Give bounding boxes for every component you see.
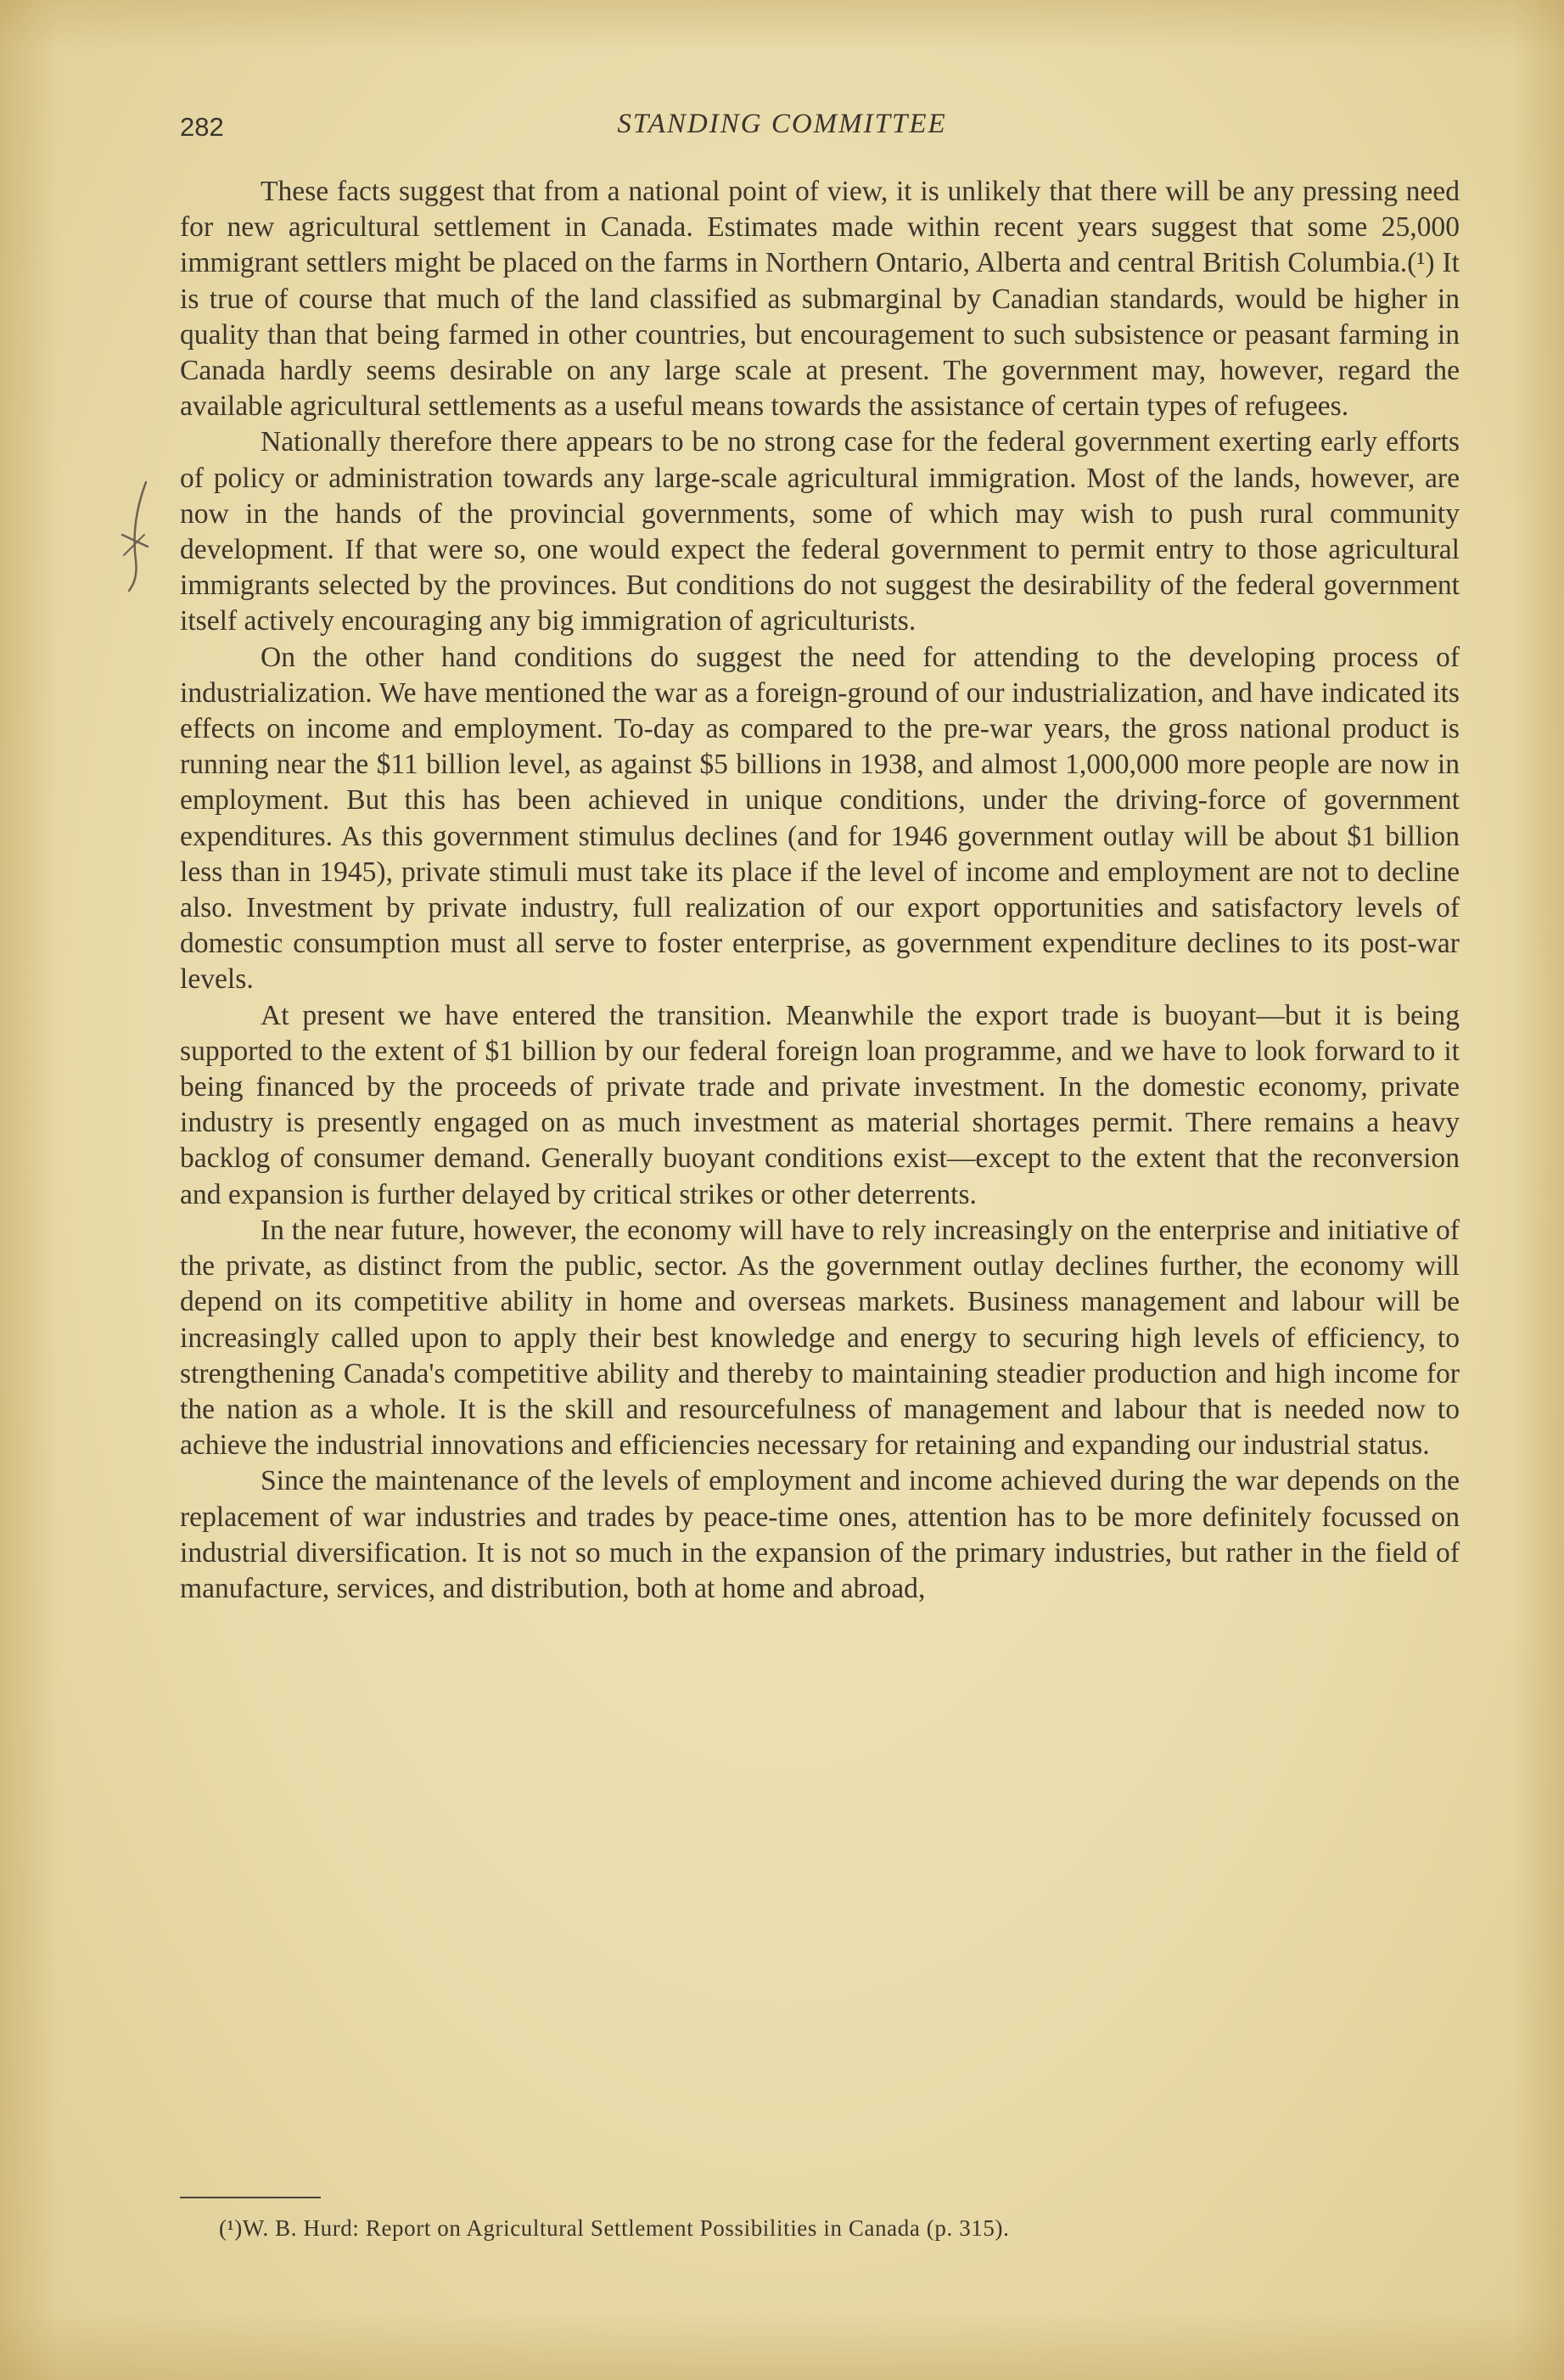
paragraph: On the other hand conditions do suggest the need for attending to the developing process of industrialization. We have mentioned the war as a foreign-ground of our industrialization, and have indicated its effects on income and employment. To-day as compared to the pre-war years, the gross national product is running near the $11 billion level, as against $5 billions in 1938, and almost 1,000,000 more people are now in employment. But this has been achieved in unique conditions, under the driving-force of government expenditures. As this government stimulus declines (and for 1946 government outlay will be about $1 billion less than in 1945), private stimuli must take its place if the level of income and employment are not to decline also. Investment by private industry, full realization of our export opportunities and satisfactory levels of domestic consumption must all serve to foster enterprise, as government expenditure declines to its post-war levels. — [180, 641, 1460, 996]
paragraph: These facts suggest that from a national point of view, it is unlikely that there will be any pressing need for new agricultural settlement in Canada. Estimates made within recent years suggest that some 25,000 immigrant settlers might be placed on the farms in Northern Ontario, Alberta and central British Columbia.(¹) It is true of course that much of the land classified as submarginal by Canadian standards, would be higher in quality than that being farmed in other countries, but encouragement to such subsistence or peasant farming in Canada hardly seems desirable on any large scale at present. The government may, however, regard the available agricultural settlements as a useful means towards the assistance of certain types of refugees. — [180, 176, 1460, 423]
paragraph: In the near future, however, the economy will have to rely increasingly on the enterprise and initiative of the private, as distinct from the public, sector. As the government outlay declines further, the economy will depend on its competitive ability in home and overseas markets. Business management and labour will be increasingly called upon to apply their best knowledge and energy to securing high levels of efficiency, to strengthening Canada's competitive ability and thereby to maintaining steadier production and high income for the nation as a whole. It is the skill and resourcefulness of management and labour that is needed now to achieve the industrial innovations and efficiencies necessary for retaining and expanding our industrial status. — [180, 1214, 1460, 1462]
footnote-divider — [180, 2197, 321, 2198]
page-number: 282 — [180, 112, 224, 142]
paper-edge-shading-bottom — [0, 2312, 1564, 2380]
body-text — [180, 174, 1460, 1607]
paper-edge-shading-right — [1513, 0, 1564, 2380]
paper-edge-shading-left — [0, 0, 59, 2380]
paragraph: At present we have entered the transition. Meanwhile the export trade is buoyant—but it is being supported to the extent of $1 billion by our federal foreign loan programme, and we have to look forward to it being financed by the proceeds of private trade and private investment. In the domestic economy, private industry is presently engaged on as much investment as material shortages permit. There remains a heavy backlog of consumer demand. Generally buoyant conditions exist—except to the extent that the reconversion and expansion is further delayed by critical strikes or other deterrents. — [180, 999, 1460, 1210]
running-head: STANDING COMMITTEE — [617, 109, 947, 139]
paragraph: Nationally therefore there appears to be no strong case for the federal government exerting early efforts of policy or administration towards any large-scale agricultural immigration. Most of the lands, however, are now in the hands of the provincial governments, some of which may wish to push rural community development. If that were so, one would expect the federal government to permit entry to those agricultural immigrants selected by the provinces. But conditions do not suggest the desirability of the federal government itself actively encouraging any big immigration of agriculturists. — [180, 426, 1460, 637]
pencil-margin-mark-icon — [110, 475, 161, 594]
paragraph: Since the maintenance of the levels of employment and income achieved during the war depends on the replacement of war industries and trades by peace-time ones, attention has to be more definitely focussed on industrial diversification. It is not so much in the expansion of the primary industries, but rather in the field of manufacture, services, and distribution, both at home and abroad, — [180, 1465, 1460, 1604]
footnote: (¹)W. B. Hurd: Report on Agricultural Settlement Possibilities in Canada (p. 315). — [219, 2215, 1010, 2241]
paper-edge-shading-top — [0, 0, 1564, 51]
